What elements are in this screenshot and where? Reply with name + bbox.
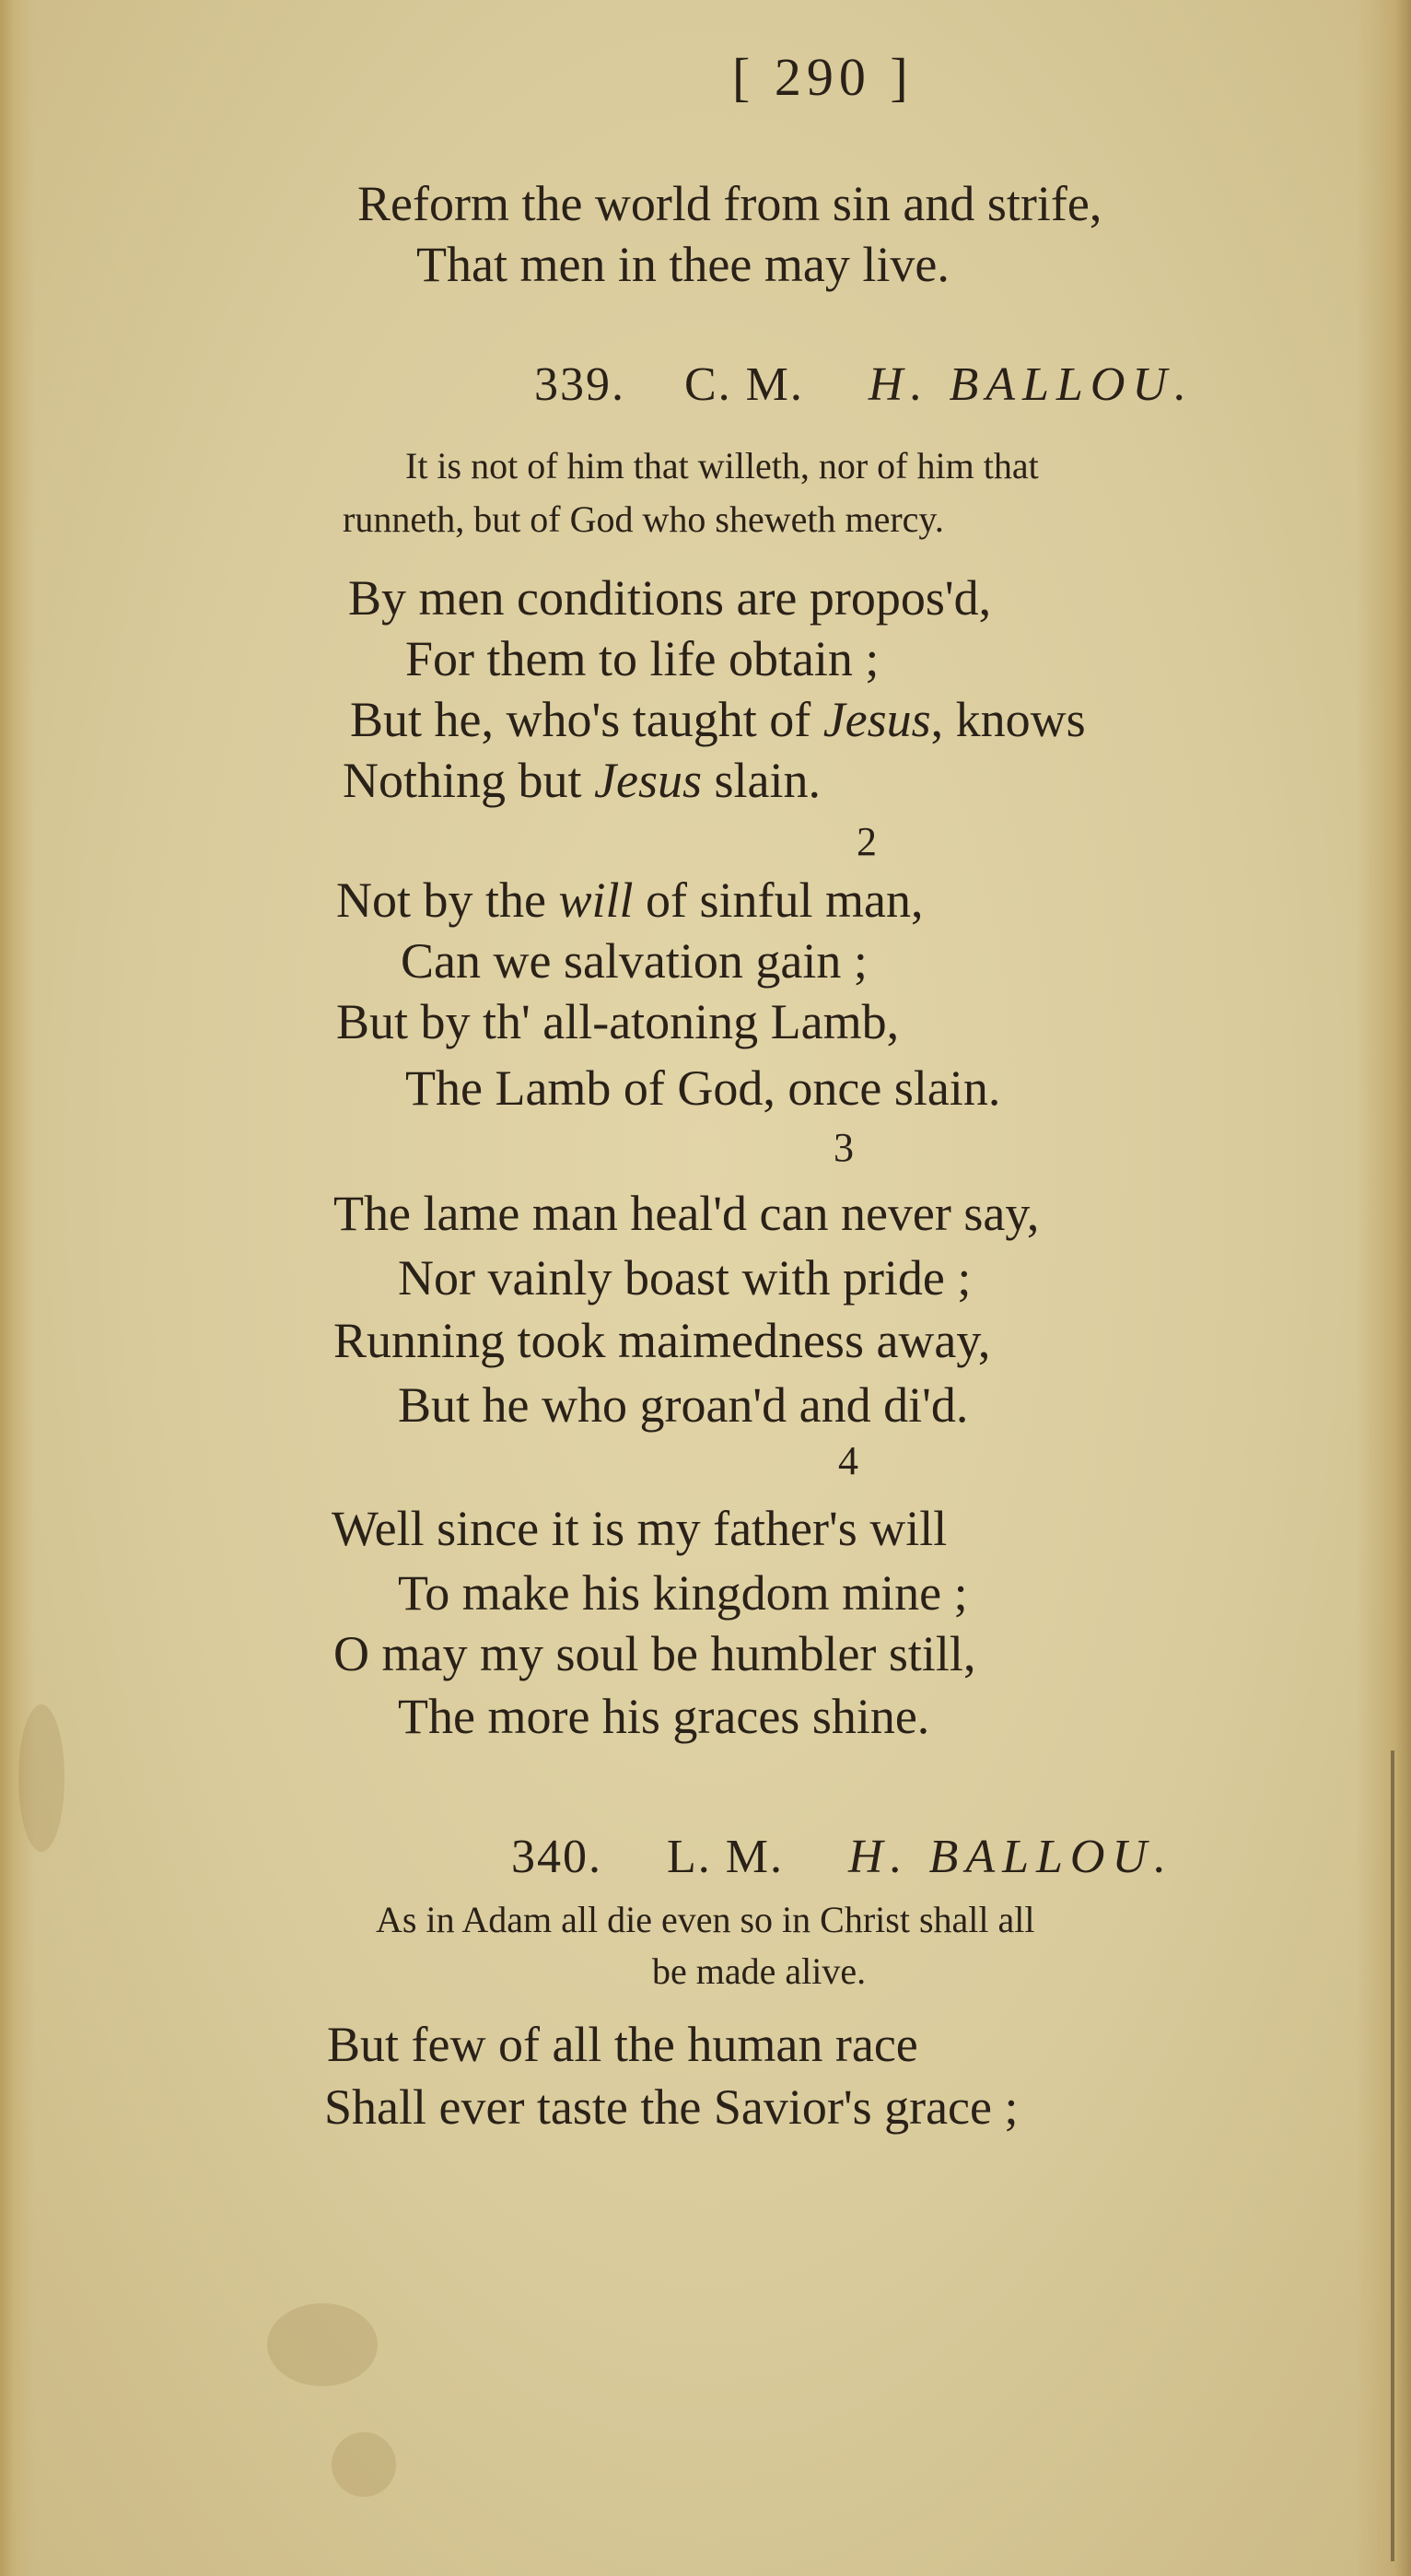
verse-line: Can we salvation gain ; [401, 933, 868, 989]
verse-text: But he, who's taught of [350, 692, 823, 747]
verse-italic: Jesus [594, 753, 702, 808]
verse-line: For them to life obtain ; [405, 631, 880, 686]
verse-text: Not by the [336, 872, 559, 928]
paper-stain [18, 1704, 64, 1852]
hymn-author: H. BALLOU. [868, 358, 1194, 411]
verse-line [343, 752, 821, 809]
page-number-header: [ 290 ] [732, 47, 914, 107]
verse-line: The more his graces shine. [398, 1689, 930, 1744]
hymn-meter: C. M. [684, 358, 804, 411]
stanza-number: 4 [838, 1438, 858, 1483]
hymn-meter: L. M. [667, 1831, 784, 1883]
hymn-epigraph: It is not of him that willeth, nor of him that [405, 445, 1039, 486]
stanza-number: 3 [834, 1125, 854, 1170]
paper-stain [267, 2303, 378, 2386]
page-left-edge [0, 0, 35, 2576]
verse-line: But by th' all-atoning Lamb, [336, 994, 900, 1049]
verse-line: Running took maimedness away, [333, 1313, 991, 1368]
hymn-epigraph: be made alive. [652, 1950, 867, 1992]
verse-text: Nothing but [343, 753, 595, 808]
verse-line [350, 691, 1086, 748]
verse-line: Reform the world from sin and strife, [357, 176, 1102, 231]
verse-italic: Jesus [822, 692, 931, 747]
verse-line: Shall ever taste the Savior's grace ; [324, 2079, 1019, 2135]
verse-line: The lame man heal'd can never say, [333, 1186, 1040, 1241]
verse-italic: will [558, 872, 634, 928]
stanza-number: 2 [857, 819, 877, 864]
page-gutter-shadow [1391, 1751, 1394, 2561]
hymn-heading [534, 357, 1194, 412]
verse-line [336, 872, 923, 929]
verse-line: Well since it is my father's will [332, 1501, 948, 1556]
hymn-epigraph: As in Adam all die even so in Christ shall all [376, 1899, 1035, 1940]
hymn-author: H. BALLOU. [848, 1831, 1174, 1883]
hymn-number: 339. [534, 358, 625, 411]
verse-line: O may my soul be humbler still, [333, 1626, 976, 1681]
paper-stain [332, 2432, 396, 2497]
hymn-heading [511, 1830, 1173, 1884]
verse-line: Nor vainly boast with pride ; [398, 1250, 972, 1306]
verse-line: That men in thee may live. [416, 237, 950, 292]
verse-line: But few of all the human race [327, 2017, 918, 2072]
page-right-edge [1356, 0, 1411, 2576]
hymn-number: 340. [511, 1831, 602, 1883]
verse-line: But he who groan'd and di'd. [398, 1377, 969, 1433]
verse-line: To make his kingdom mine ; [398, 1565, 968, 1621]
verse-text: slain. [701, 753, 821, 808]
hymn-epigraph: runneth, but of God who sheweth mercy. [343, 498, 944, 540]
verse-line: The Lamb of God, once slain. [405, 1060, 1001, 1116]
verse-text: of sinful man, [633, 872, 924, 928]
verse-line: By men conditions are propos'd, [348, 570, 992, 626]
verse-text: , knows [930, 692, 1086, 747]
